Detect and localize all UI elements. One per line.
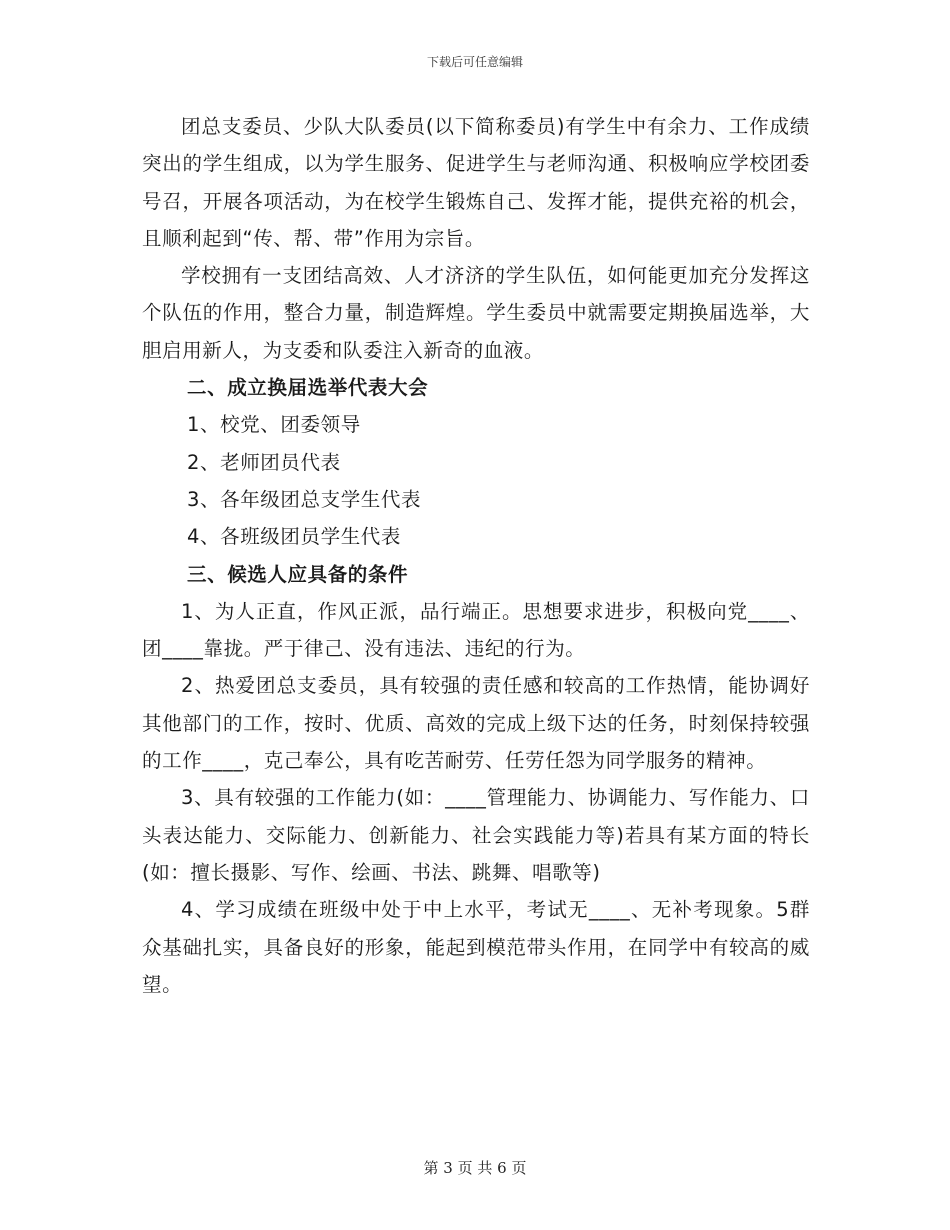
paragraph-team: 学校拥有一支团结高效、人才济济的学生队伍，如何能更加充分发挥这个队伍的作用，整合力量，制造辉煌。学生委员中就需要定期换届选举，大胆启用新人，为支委和队委注入新奇的血液。: [142, 264, 810, 362]
section-heading-candidate-conditions: 三、候选人应具备的条件: [187, 562, 409, 586]
condition-item-2: 2、热爱团总支委员，具有较强的责任感和较高的工作热情，能协调好其他部门的工作，按时、优质、高效的完成上级下达的任务，时刻保持较强的工作____，克己奉公，具有吃苦耐劳、任劳任怨为同学服务的精神。: [142, 674, 810, 773]
list-item: 2、老师团员代表: [187, 450, 341, 474]
page-header: 下载后可任意编辑: [426, 55, 523, 69]
section-heading-election-congress: 二、成立换届选举代表大会: [187, 376, 429, 400]
condition-item-3: 3、具有较强的工作能力(如：____管理能力、协调能力、写作能力、口头表达能力、交际能力、创新能力、社会实践能力等)若具有某方面的特长(如：擅长摄影、写作、绘画、书法、跳舞、唱歌等): [142, 786, 810, 884]
paragraph-intro: 团总支委员、少队大队委员(以下简称委员)有学生中有余力、工作成绩突出的学生组成，以为学生服务、促进学生与老师沟通、积极响应学校团委号召，开展各项活动，为在校学生锻炼自己、发挥才能，提供充裕的机会，且顺利起到“传、帮、带”作用为宗旨。: [142, 115, 810, 250]
condition-item-1: 1、为人正直，作风正派，品行端正。思想要求进步，积极向党____、团____靠拢。严于律己、没有违法、违纪的行为。: [142, 599, 810, 661]
document-body: [142, 108, 810, 1003]
page-number-footer: 第 3 页 共 6 页: [423, 1159, 527, 1177]
list-item: 3、各年级团总支学生代表: [187, 487, 422, 511]
list-item: 4、各班级团员学生代表: [187, 525, 402, 549]
list-item: 1、校党、团委领导: [187, 413, 361, 437]
condition-item-4: 4、学习成绩在班级中处于中上水平，考试无____、无补考现象。5群众基础扎实，具备良好的形象，能起到模范带头作用，在同学中有较高的威望。: [142, 898, 810, 996]
